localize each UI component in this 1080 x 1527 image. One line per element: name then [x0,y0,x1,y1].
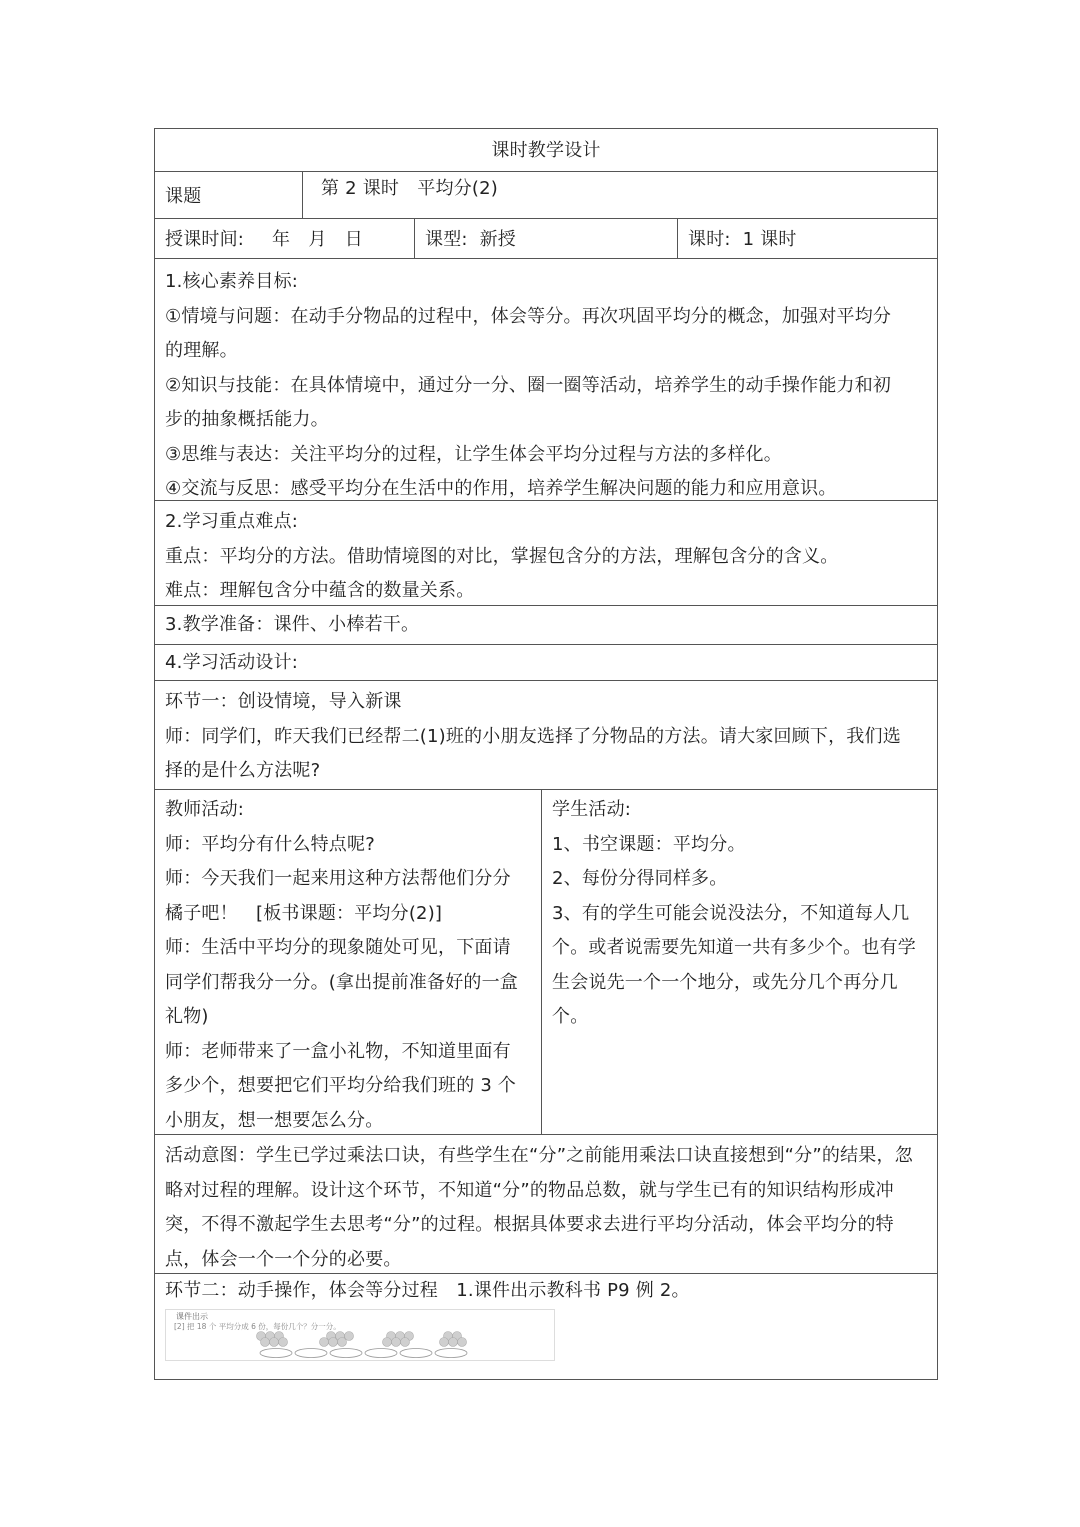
period-cell [678,219,939,258]
goal-line: 步的抽象概括能力。 [165,409,329,430]
section1-line: 环节一：创设情境，导入新课 [165,691,402,712]
teacher-line: 同学们帮我分一分。(拿出提前准备好的一盒 [165,971,519,993]
prep-line: 3.教学准备：课件、小棒若干。 [165,614,420,635]
plate-ellipses-icon [260,1349,467,1358]
student-line: 3、有的学生可能会说没法分，不知道每人几 [552,902,910,924]
student-line: 1、书空课题：平均分。 [552,833,746,855]
meta-row [155,219,937,259]
title-row [155,129,937,172]
goals-heading: 1.核心素养目标: [165,271,299,292]
focus-line: 重点：平均分的方法。借助情境图的对比，掌握包含分的方法，理解包含分的含义。 [165,545,839,567]
courseware-figure [165,1309,555,1361]
goal-line: ④交流与反思：感受平均分在生活中的作用，培养学生解决问题的能力和应用意识。 [165,478,837,499]
goals-section [155,259,937,501]
section1-row [155,681,937,790]
teacher-line: 师：生活中平均分的现象随处可见，下面请 [165,937,511,958]
intent-section [155,1135,937,1274]
teacher-line: 师：今天我们一起来用这种方法帮他们分分 [165,868,511,889]
section1-line: 师：同学们，昨天我们已经帮二(1)班的小朋友选择了分物品的方法。请大家回顾下，我们选 [165,725,901,747]
prep-section [155,606,937,645]
intent-line: 活动意图：学生已学过乘法口诀，有些学生在“分”之前能用乘法口诀直接想到“分”的结果，忽 [165,1145,913,1166]
student-column [542,790,939,1134]
teacher-text [165,793,533,1138]
goals-text [165,265,929,507]
activity-heading: 4.学习活动设计: [165,652,299,673]
topic-value: 第 2 课时 平均分(2) [321,178,498,199]
student-line: 2、每份分得同样多。 [552,868,728,889]
activity-columns-row [155,790,937,1135]
focus-section [155,501,937,606]
teacher-line: 橘子吧！ [板书课题：平均分(2)] [165,902,443,924]
type-label: 课型: [425,229,468,250]
focus-text [165,505,929,609]
figure-caption: 课件出示 [176,1312,208,1321]
goal-line: ③思维与表达：关注平均分的过程，让学生体会平均分过程与方法的多样化。 [165,443,782,465]
student-line: 生会说先一个一个地分，或先分几个再分几 [552,971,898,993]
intent-line: 突，不得不激起学生去思考“分”的过程。根据具体要求去进行平均分活动，体会平均分的特 [165,1214,894,1235]
section1-line: 择的是什么方法呢? [165,760,321,781]
lesson-plan-table [154,128,938,1380]
figure-text: [2] 把 18 个 平均分成 6 份，每份几个？分一分。 [174,1322,341,1331]
topic-row [155,172,937,219]
student-heading: 学生活动: [552,799,632,820]
goal-line: ②知识与技能：在具体情境中，通过分一分、圈一圈等活动，培养学生的动手操作能力和初 [165,374,892,396]
time-cell [155,219,415,258]
teacher-line: 小朋友，想一想要怎么分。 [165,1109,384,1131]
activity-heading-row [155,645,937,681]
teacher-line: 师：平均分有什么特点呢? [165,833,375,855]
document-title: 课时教学设计 [491,140,601,161]
intent-line: 点，体会一个一个分的必要。 [165,1248,402,1270]
intent-line: 略对过程的理解。设计这个环节，不知道“分”的物品总数，就与学生已有的知识结构形成冲 [165,1179,894,1201]
intent-text [165,1139,929,1277]
section2-line: 环节二：动手操作，体会等分过程 1.课件出示教科书 P9 例 2。 [165,1280,690,1301]
focus-line: 难点：理解包含分中蕴含的数量关系。 [165,580,475,601]
time-value: 年 月 日 [272,229,363,250]
student-line: 个。 [552,1006,589,1027]
student-text [552,793,931,1035]
type-value: 新授 [479,229,516,250]
courseware-figure-graphic [166,1310,554,1360]
teacher-line: 师：老师带来了一盒小礼物，不知道里面有 [165,1040,511,1062]
teacher-column [155,790,542,1134]
section1-text [165,685,929,789]
period-value: 1 课时 [742,229,797,250]
period-label: 课时: [688,229,731,250]
focus-heading: 2.学习重点难点: [165,511,299,532]
section2-row [155,1274,937,1381]
teacher-line: 多少个，想要把它们平均分给我们班的 3 个 [165,1075,517,1096]
goal-line: 的理解。 [165,340,238,361]
type-cell [415,219,678,258]
goal-line: ①情境与问题：在动手分物品的过程中，体会等分。再次巩固平均分的概念，加强对平均分 [165,305,892,327]
topic-label: 课题 [155,172,303,218]
teacher-line: 礼物) [165,1006,209,1027]
orange-groups-icon [257,1332,467,1347]
teacher-heading: 教师活动: [165,799,245,820]
student-line: 个。或者说需要先知道一共有多少个。也有学 [552,937,916,958]
time-label: 授课时间: [165,229,245,250]
